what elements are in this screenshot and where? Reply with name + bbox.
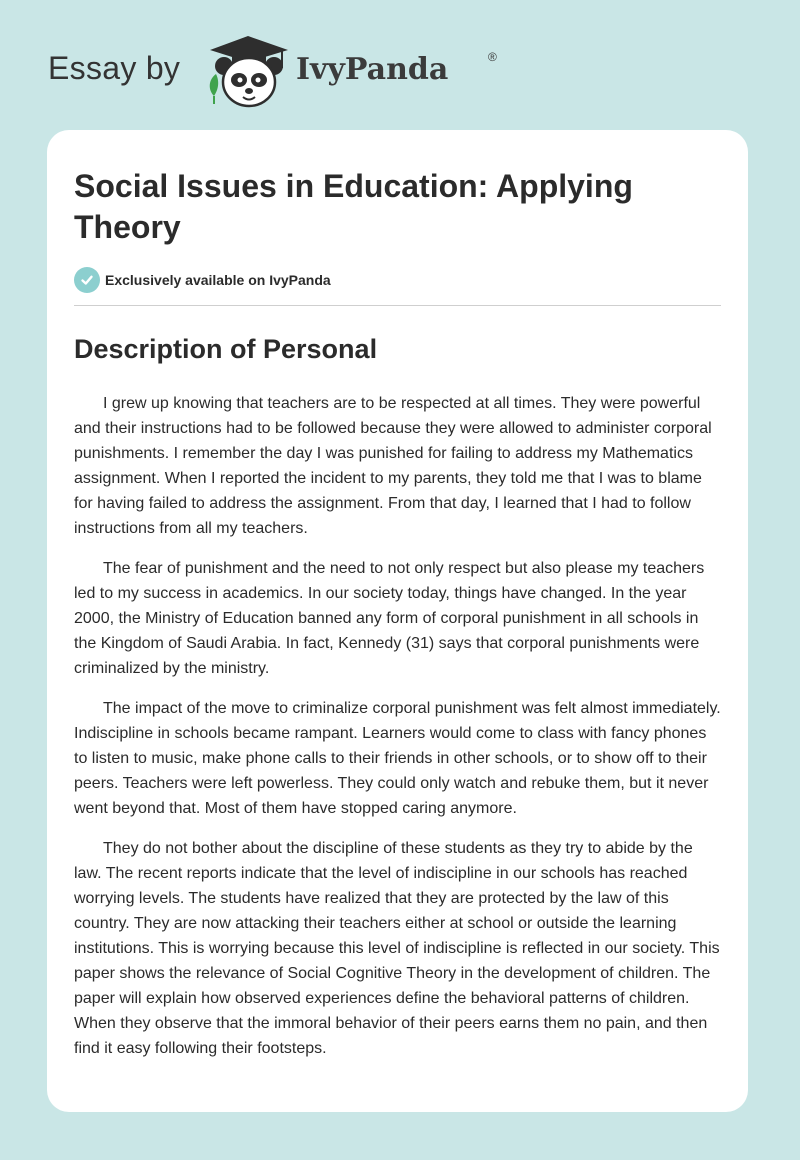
paragraph: I grew up knowing that teachers are to be respected at all times. They were powerful and their instructions had to be followed because they were allowed to administer corporal punishments. I remember the day I was punished for failing to address my Mathematics assignment. When I reported the incident to my parents, they told me that I was to blame for having failed to address the assignment. From that day, I learned that I had to follow instructions from all my teachers.: [74, 395, 712, 537]
paragraph: The impact of the move to criminalize corporal punishment was felt almost immediately. Indiscipline in schools became rampant. Learners would come to class with fancy phones to listen to music, make phone calls to their friends in other schools, or to show off to their peers. Teachers were left powerless. They could only watch and rebuke them, but it never went beyond that. Most of them have stopped caring anymore.: [74, 700, 721, 817]
divider: [74, 305, 721, 306]
brand-name: IvyPanda: [296, 52, 449, 87]
check-circle-icon: [74, 267, 100, 293]
exclusive-badge: [74, 267, 721, 293]
page-title: Social Issues in Education: Applying Theory: [74, 168, 633, 245]
registered-mark: ®: [488, 50, 497, 64]
brand-prefix: Essay by: [48, 50, 181, 86]
brand-header[interactable]: [48, 30, 508, 110]
essay-card: [47, 130, 748, 1112]
paragraph: They do not bother about the discipline of these students as they try to abide by the law. The recent reports indicate that the level of indiscipline in our schools has reached worrying levels. The students have realized that they are protected by the law of this country. They are now attacking their teachers either at school or outside the learning institutions. This is worrying because this level of indiscipline is reflected in our society. This paper shows the relevance of Social Cognitive Theory in the development of children. The paper will explain how observed experiences define the behavioral patterns of children. When they observe that the immoral behavior of their peers earns them no pain, and then find it easy following their footsteps.: [74, 840, 720, 1057]
badge-label: Exclusively available on IvyPanda: [105, 272, 331, 288]
panda-graduation-cap-icon: [202, 30, 294, 110]
section-heading: Description of Personal: [74, 334, 378, 364]
paragraph: The fear of punishment and the need to not only respect but also please my teachers led to my success in academics. In our society today, things have changed. In the year 2000, the Ministry of Education banned any form of corporal punishment in all schools in the Kingdom of Saudi Arabia. In fact, Kennedy (31) says that corporal punishments were criminalized by the ministry.: [74, 560, 705, 677]
